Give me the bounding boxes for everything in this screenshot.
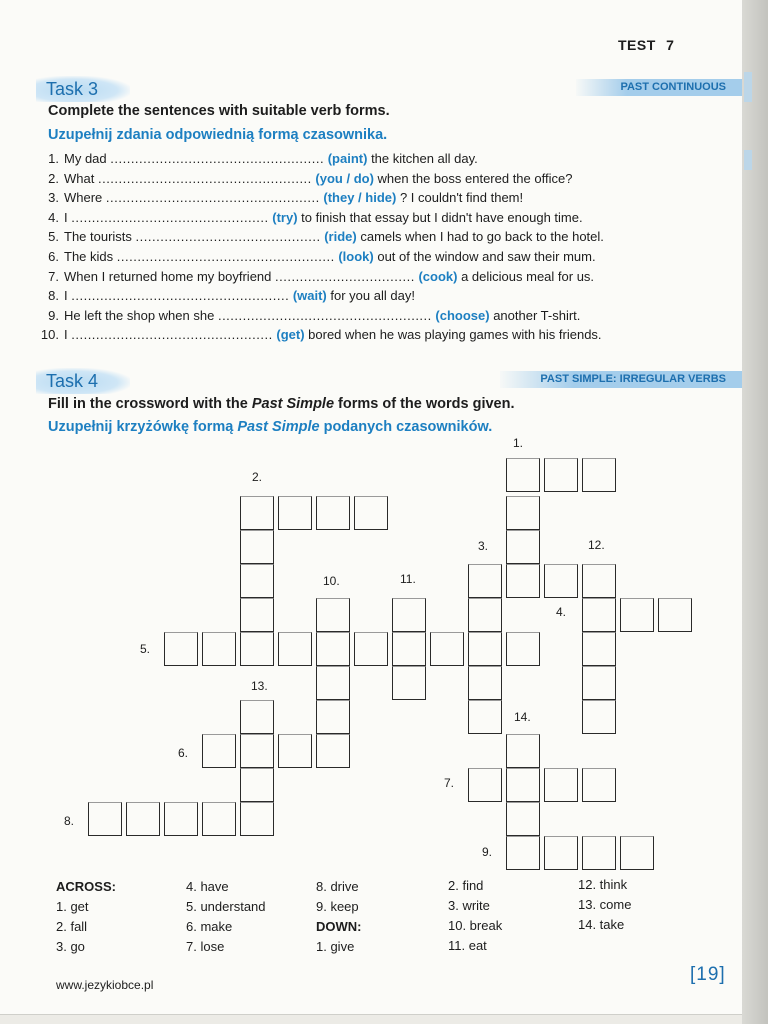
answer-blank[interactable]: .................................. — [275, 269, 415, 284]
clue-number-1: 1. — [513, 436, 524, 450]
sentence-number: 8. — [48, 288, 59, 303]
crossword-cell[interactable] — [240, 734, 274, 768]
crossword-cell[interactable] — [468, 700, 502, 734]
crossword-cell[interactable] — [506, 768, 540, 802]
answer-blank[interactable]: ..................................................... — [71, 288, 290, 303]
sentence-number: 5. — [48, 229, 59, 244]
crossword-cell[interactable] — [392, 598, 426, 632]
answer-blank[interactable]: .................................................... — [110, 151, 325, 166]
crossword-cell[interactable] — [392, 632, 426, 666]
task3-topic-tag: PAST CONTINUOUS — [576, 79, 746, 96]
clue-item: 10. break — [448, 918, 503, 933]
clue-item: 1. give — [316, 939, 355, 954]
crossword-cell[interactable] — [240, 768, 274, 802]
sentence-end: for you all day! — [330, 288, 415, 303]
down-label: DOWN: — [316, 919, 362, 934]
sentence-end: another T-shirt. — [493, 308, 581, 323]
crossword-cell[interactable] — [202, 632, 236, 666]
crossword-cell[interactable] — [468, 598, 502, 632]
page-edge-tab — [744, 72, 752, 102]
sentence-start: What — [64, 171, 95, 186]
clue-item: 2. fall — [56, 919, 88, 934]
crossword-cell[interactable] — [506, 734, 540, 768]
crossword-cell[interactable] — [240, 700, 274, 734]
sentence-number: 3. — [48, 190, 59, 205]
sentence-end: the kitchen all day. — [371, 151, 478, 166]
task4-topic-tag: PAST SIMPLE: IRREGULAR VERBS — [500, 371, 746, 388]
sentence-end: out of the window and saw their mum. — [377, 249, 596, 264]
crossword-cell[interactable] — [392, 666, 426, 700]
crossword-cell[interactable] — [164, 632, 198, 666]
verb-hint: (choose) — [435, 308, 490, 323]
crossword-cell[interactable] — [582, 700, 616, 734]
sentence-start: The tourists — [64, 229, 132, 244]
sentence-end: a delicious meal for us. — [461, 269, 595, 284]
clue-item: 6. make — [186, 919, 233, 934]
clue-item: 14. take — [578, 917, 625, 932]
answer-blank[interactable]: .................................................... — [217, 308, 432, 323]
crossword-cell[interactable] — [468, 768, 502, 802]
crossword-cell[interactable] — [506, 632, 540, 666]
crossword-cell[interactable] — [316, 598, 350, 632]
task4-instruction-en-part2: forms of the words given. — [334, 396, 515, 412]
sentence-number: 10. — [40, 327, 59, 342]
verb-hint: (cook) — [418, 269, 458, 284]
crossword-cell[interactable] — [506, 530, 540, 564]
test-label: TEST — [618, 37, 656, 53]
sentence-start: I — [64, 327, 68, 342]
sentence-row — [34, 269, 594, 285]
crossword-cell[interactable] — [544, 836, 578, 870]
crossword-cell[interactable] — [658, 598, 692, 632]
sentence-row — [34, 327, 602, 343]
verb-hint: (you / do) — [315, 171, 374, 186]
clue-item: 1. get — [56, 899, 89, 914]
sentence-start: He left the shop when she — [64, 308, 215, 323]
across-label: ACROSS: — [56, 879, 116, 894]
clue-item: 8. drive — [316, 879, 359, 894]
task4-instruction-pl-emphasis: Past Simple — [237, 419, 320, 435]
crossword-cell[interactable] — [544, 458, 578, 492]
clue-number-12: 12. — [588, 538, 605, 552]
verb-hint: (get) — [276, 327, 305, 342]
sentence-row — [34, 249, 596, 265]
verb-hint: (ride) — [324, 229, 357, 244]
crossword-cell[interactable] — [506, 836, 540, 870]
answer-blank[interactable]: ................................................ — [71, 210, 269, 225]
page-edge-tab — [744, 150, 752, 170]
crossword-cell[interactable] — [506, 802, 540, 836]
clue-column-5 — [578, 875, 631, 935]
crossword-cell[interactable] — [202, 734, 236, 768]
crossword-cell[interactable] — [88, 802, 122, 836]
sentence-number: 9. — [48, 308, 59, 323]
crossword-cell[interactable] — [544, 564, 578, 598]
clue-number-6: 6. — [178, 746, 189, 760]
clue-item: 2. find — [448, 878, 484, 893]
task4-title: Task 4 — [36, 368, 130, 394]
clue-item: 5. understand — [186, 899, 266, 914]
sentence-end: when the boss entered the office? — [377, 171, 573, 186]
clue-number-2: 2. — [252, 470, 263, 484]
sentence-row — [34, 151, 478, 167]
crossword-cell[interactable] — [468, 666, 502, 700]
sentence-start: I — [64, 210, 68, 225]
crossword-cell[interactable] — [582, 632, 616, 666]
clue-number-13: 13. — [251, 679, 268, 693]
task4-instruction-en-part1: Fill in the crossword with the — [48, 396, 252, 412]
crossword-cell[interactable] — [354, 496, 388, 530]
crossword-cell[interactable] — [240, 564, 274, 598]
crossword-cell[interactable] — [582, 768, 616, 802]
sentence-row — [34, 288, 415, 304]
task3-instruction-pl: Uzupełnij zdania odpowiednią formą czasownika. — [48, 127, 388, 143]
sentence-number: 2. — [48, 171, 59, 186]
clue-item: 12. think — [578, 877, 628, 892]
test-header — [618, 37, 674, 53]
clue-item: 11. eat — [448, 938, 487, 953]
sentence-number: 1. — [48, 151, 59, 166]
verb-hint: (look) — [338, 249, 374, 264]
crossword-cell[interactable] — [316, 632, 350, 666]
sentence-row — [34, 308, 580, 324]
crossword-cell[interactable] — [316, 734, 350, 768]
clue-number-3: 3. — [478, 539, 489, 553]
crossword-cell[interactable] — [582, 666, 616, 700]
crossword-cell[interactable] — [240, 598, 274, 632]
crossword-cell[interactable] — [620, 598, 654, 632]
sentence-row — [34, 229, 604, 245]
task3-title: Task 3 — [36, 76, 130, 102]
sentence-start: I — [64, 288, 68, 303]
sentence-row — [34, 190, 523, 206]
clue-column-3 — [316, 877, 362, 957]
sentence-end: ? I couldn't find them! — [399, 190, 524, 205]
crossword-cell[interactable] — [278, 496, 312, 530]
answer-blank[interactable]: ............................................. — [135, 229, 321, 244]
sentence-row — [34, 171, 572, 187]
crossword-cell[interactable] — [240, 496, 274, 530]
verb-hint: (try) — [272, 210, 298, 225]
sentence-start: Where — [64, 190, 103, 205]
crossword-cell[interactable] — [240, 802, 274, 836]
answer-blank[interactable]: .................................................... — [97, 171, 312, 186]
sentence-start: When I returned home my boyfriend — [64, 269, 272, 284]
clue-column-1 — [56, 877, 116, 957]
test-number: 7 — [666, 37, 675, 53]
crossword-cell[interactable] — [582, 836, 616, 870]
clue-number-9: 9. — [482, 845, 493, 859]
clue-item: 3. go — [56, 939, 85, 954]
crossword-cell[interactable] — [582, 458, 616, 492]
task4-instruction-pl — [48, 419, 492, 435]
clue-item: 13. come — [578, 897, 632, 912]
page-number: [19] — [690, 964, 726, 985]
crossword-cell[interactable] — [430, 632, 464, 666]
clue-number-14: 14. — [514, 710, 531, 724]
crossword-cell[interactable] — [316, 496, 350, 530]
crossword-cell[interactable] — [240, 632, 274, 666]
task4-instruction-en — [48, 396, 515, 412]
clue-item: 4. have — [186, 879, 229, 894]
crossword-cell[interactable] — [202, 802, 236, 836]
task3-instruction-en: Complete the sentences with suitable verb forms. — [48, 103, 390, 119]
sentence-number: 7. — [48, 269, 59, 284]
verb-hint: (they / hide) — [323, 190, 397, 205]
crossword-cell[interactable] — [506, 458, 540, 492]
crossword-cell[interactable] — [278, 734, 312, 768]
clue-item: 3. write — [448, 898, 490, 913]
crossword-cell[interactable] — [126, 802, 160, 836]
sentence-end: bored when he was playing games with his friends. — [308, 327, 602, 342]
crossword-cell[interactable] — [354, 632, 388, 666]
sentence-number: 4. — [48, 210, 59, 225]
answer-blank[interactable]: ................................................. — [71, 327, 273, 342]
answer-blank[interactable]: ..................................................... — [116, 249, 335, 264]
crossword-cell[interactable] — [506, 564, 540, 598]
clue-item: 9. keep — [316, 899, 359, 914]
sentence-end: camels when I had to go back to the hotel. — [360, 229, 604, 244]
clue-item: 7. lose — [186, 939, 225, 954]
crossword-cell[interactable] — [582, 598, 616, 632]
crossword-cell[interactable] — [544, 768, 578, 802]
crossword-cell[interactable] — [506, 496, 540, 530]
verb-hint: (wait) — [292, 288, 327, 303]
clue-number-8: 8. — [64, 814, 75, 828]
crossword-cell[interactable] — [468, 564, 502, 598]
sentence-start: The kids — [64, 249, 114, 264]
task4-instruction-pl-part2: podanych czasowników. — [319, 419, 493, 435]
crossword-cell[interactable] — [620, 836, 654, 870]
sentence-start: My dad — [64, 151, 107, 166]
clue-column-4 — [448, 876, 502, 956]
crossword-cell[interactable] — [316, 700, 350, 734]
sentence-row — [34, 210, 583, 226]
crossword-cell[interactable] — [316, 666, 350, 700]
crossword-cell[interactable] — [278, 632, 312, 666]
crossword-cell[interactable] — [468, 632, 502, 666]
sentence-end: to finish that essay but I didn't have enough time. — [301, 210, 583, 225]
clue-column-2 — [186, 877, 266, 957]
task4-instruction-en-emphasis: Past Simple — [251, 396, 335, 412]
crossword-cell[interactable] — [582, 564, 616, 598]
clue-number-7: 7. — [444, 776, 455, 790]
clue-number-5: 5. — [140, 642, 151, 656]
answer-blank[interactable]: .................................................... — [105, 190, 320, 205]
verb-hint: (paint) — [327, 151, 368, 166]
clue-number-4: 4. — [556, 605, 567, 619]
footer-url: www.jezykiobce.pl — [56, 978, 154, 992]
task4-instruction-pl-part1: Uzupełnij krzyżówkę formą — [48, 419, 238, 435]
clue-number-11: 11. — [400, 572, 416, 586]
sentence-number: 6. — [48, 249, 59, 264]
clue-number-10: 10. — [323, 574, 340, 588]
crossword-cell[interactable] — [240, 530, 274, 564]
crossword-cell[interactable] — [164, 802, 198, 836]
